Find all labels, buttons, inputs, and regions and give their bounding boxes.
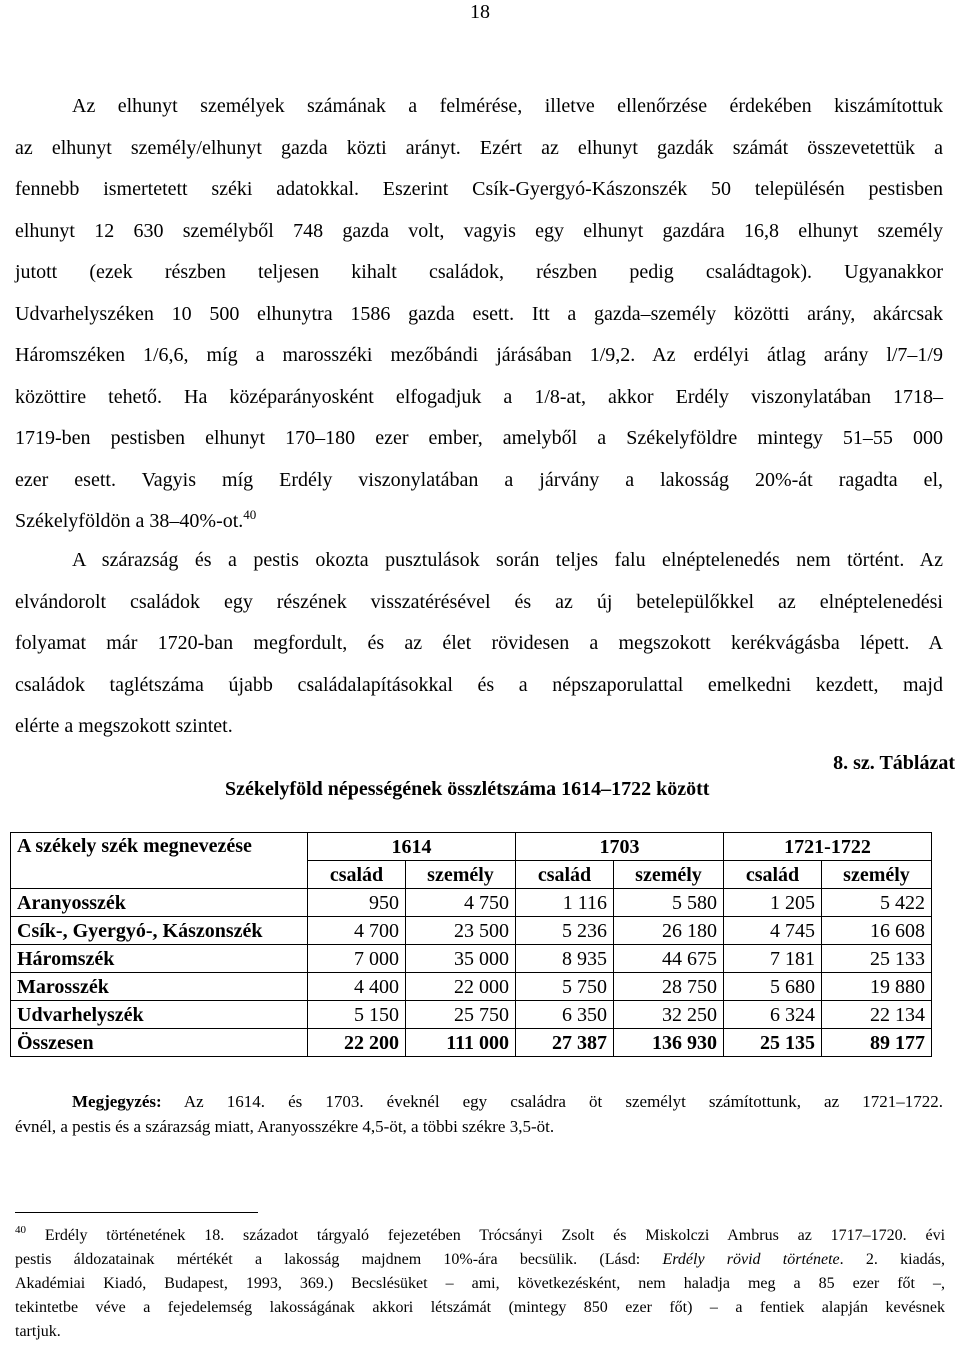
table-cell: 950 <box>308 889 406 917</box>
table-cell: 25 750 <box>406 1001 516 1029</box>
header-year: 1614 <box>308 833 516 861</box>
table-cell: 22 134 <box>822 1001 932 1029</box>
table-row <box>11 973 932 1001</box>
table-cell: 32 250 <box>614 1001 724 1029</box>
text-line: elvándorolt családok egy részének visszatérésével és az új betelepülőkkel az elnéptelenedési <box>15 590 943 613</box>
paragraph-pestis-ratio <box>15 86 943 543</box>
row-name: Háromszék <box>11 945 308 973</box>
table-cell: 23 500 <box>406 917 516 945</box>
subheader: család <box>308 861 406 889</box>
table-body <box>11 889 932 1057</box>
row-name: Marosszék <box>11 973 308 1001</box>
table-cell: 19 880 <box>822 973 932 1001</box>
table-cell: 35 000 <box>406 945 516 973</box>
table-cell: 5 750 <box>516 973 614 1001</box>
table-cell: 25 135 <box>724 1029 822 1057</box>
table-cell: 25 133 <box>822 945 932 973</box>
population-table <box>10 832 932 1057</box>
footnote-line: pestis áldozatainak mértékét a lakosság majdnem 10%-ára becsülik. (Lásd: Erdély rövid története. 2. kiadás, <box>15 1251 945 1268</box>
table-cell: 1 205 <box>724 889 822 917</box>
subheader: család <box>724 861 822 889</box>
footnote-number: 40 <box>15 1224 26 1236</box>
table-row <box>11 889 932 917</box>
table-cell: 4 700 <box>308 917 406 945</box>
footnote-line: $^{40}$ Erdély történetének 18. századot tárgyaló fejezetében Trócsányi Zsolt és Miskolczi Ambrus az 1717–1720. évi <box>15 1224 946 1244</box>
footnote-line: Akadémiai Kiadó, Budapest, 1993, 369.) Becslésüket – ami, következésként, nem haladja meg a 85 ezer főt –, <box>15 1275 945 1292</box>
table-cell: 27 387 <box>516 1029 614 1057</box>
subheader: személy <box>822 861 932 889</box>
cited-title: Erdély rövid története <box>662 1251 840 1268</box>
text-line: Háromszéken 1/6,6, míg a marosszéki mezőbándi járásában 1/9,2. Az erdélyi átlag arány l/7–1/9 <box>15 344 943 366</box>
note-line: Megjegyzés: Az 1614. és 1703. éveknél egy családra öt személyt számítottunk, az 1721–1722. <box>72 1092 943 1111</box>
footnote-divider <box>15 1212 258 1213</box>
table-cell: 5 236 <box>516 917 614 945</box>
header-year: 1703 <box>516 833 724 861</box>
text-line: Az elhunyt személyek számának a felmérése, illetve ellenőrzése érdekében kiszámítottuk <box>72 95 943 117</box>
table-note <box>15 1089 943 1139</box>
table-cell: 5 580 <box>614 889 724 917</box>
table-cell: 16 608 <box>822 917 932 945</box>
text-line: folyamat már 1720-ban megfordult, és az élet rövidesen a megszokott kerékvágásba lépett. A <box>15 632 943 654</box>
text-line: az elhunyt személy/elhunyt gazda közti arányt. Ezért az elhunyt gazdák számát összevetettük a <box>15 136 943 159</box>
table-cell: 8 935 <box>516 945 614 973</box>
table-cell: 22 000 <box>406 973 516 1001</box>
note-line: évnél, a pestis és a szárazság miatt, Aranyosszékre 4,5-öt, a többi székre 3,5-öt. <box>15 1117 555 1136</box>
table-cell: 5 422 <box>822 889 932 917</box>
table-total-row <box>11 1029 932 1057</box>
table-cell: 136 930 <box>614 1029 724 1057</box>
table-cell: 4 750 <box>406 889 516 917</box>
text-line: elhunyt 12 630 személyből 748 gazda volt, vagyis egy elhunyt gazdára 16,8 elhunyt személy <box>15 219 943 242</box>
table-cell: 22 200 <box>308 1029 406 1057</box>
subheader: család <box>516 861 614 889</box>
table-cell: 6 350 <box>516 1001 614 1029</box>
table-label: 8. sz. Táblázat <box>833 752 955 774</box>
row-name: Aranyosszék <box>11 889 308 917</box>
page-number: 18 <box>470 1 490 23</box>
table-cell: 6 324 <box>724 1001 822 1029</box>
header-year: 1721-1722 <box>724 833 932 861</box>
text-line: családok taglétszáma újabb családalapításokkal és a népszaporulattal emelkedni kezdett, majd <box>15 673 943 696</box>
paragraph-repopulation <box>15 540 943 748</box>
table-cell: 5 150 <box>308 1001 406 1029</box>
row-name: Udvarhelyszék <box>11 1001 308 1029</box>
table-cell: 1 116 <box>516 889 614 917</box>
table-cell: 4 400 <box>308 973 406 1001</box>
text-line: fennebb ismertetett széki adatokkal. Eszerint Csík-Gyergyó-Kászonszék 50 településén pestisben <box>15 178 943 200</box>
text-line: A szárazság és a pestis okozta pusztulások során teljes falu elnéptelenedés nem történt. Az <box>72 549 943 571</box>
footnote <box>15 1224 945 1344</box>
table-row <box>11 917 932 945</box>
table-cell: 26 180 <box>614 917 724 945</box>
table-header-row <box>11 833 932 861</box>
text-line: elérte a megszokott szintet. <box>15 715 233 737</box>
text-line: Székelyföldön a 38–40%-ot.$^{40}$ <box>15 507 257 532</box>
table-cell: 28 750 <box>614 973 724 1001</box>
table-cell: 7 181 <box>724 945 822 973</box>
footnote-reference[interactable]: 40 <box>243 507 257 522</box>
table-row <box>11 945 932 973</box>
table-cell: 7 000 <box>308 945 406 973</box>
row-name: Összesen <box>11 1029 308 1057</box>
table-title: Székelyföld népességének összlétszáma 1614–1722 között <box>225 778 710 800</box>
footnote-line: tartjuk. <box>15 1323 61 1340</box>
subheader: személy <box>406 861 516 889</box>
text-line: 1719-ben pestisben elhunyt 170–180 ezer ember, amelyből a Székelyföldre mintegy 51–55 000 <box>15 427 943 449</box>
footnote-line: tekintetbe véve a fejedelemség lakosságának akkori létszámát (mintegy 850 ezer főt) – a fentiek alapján kevésnek <box>15 1299 945 1316</box>
table-row <box>11 1001 932 1029</box>
table-cell: 5 680 <box>724 973 822 1001</box>
text-line: közöttire tehető. Ha középarányosként elfogadjuk a 1/8-at, akkor Erdély viszonylatában 1718– <box>15 385 943 408</box>
row-name: Csík-, Gyergyó-, Kászonszék <box>11 917 308 945</box>
text-line: jutott (ezek részben teljesen kihalt családok, részben pedig családtagok). Ugyanakkor <box>15 261 943 283</box>
table-cell: 44 675 <box>614 945 724 973</box>
table-cell: 4 745 <box>724 917 822 945</box>
note-label: Megjegyzés: <box>72 1092 162 1111</box>
table-cell: 89 177 <box>822 1029 932 1057</box>
subheader: személy <box>614 861 724 889</box>
header-name: A székely szék megnevezése <box>11 833 308 889</box>
text-line: Udvarhelyszéken 10 500 elhunytra 1586 gazda esett. Itt a gazda–személy közötti arány, akárcsak <box>15 302 943 325</box>
text-line: ezer esett. Vagyis míg Erdély viszonylatában a járvány a lakosság 20%-át ragadta el, <box>15 468 943 491</box>
table-cell: 111 000 <box>406 1029 516 1057</box>
